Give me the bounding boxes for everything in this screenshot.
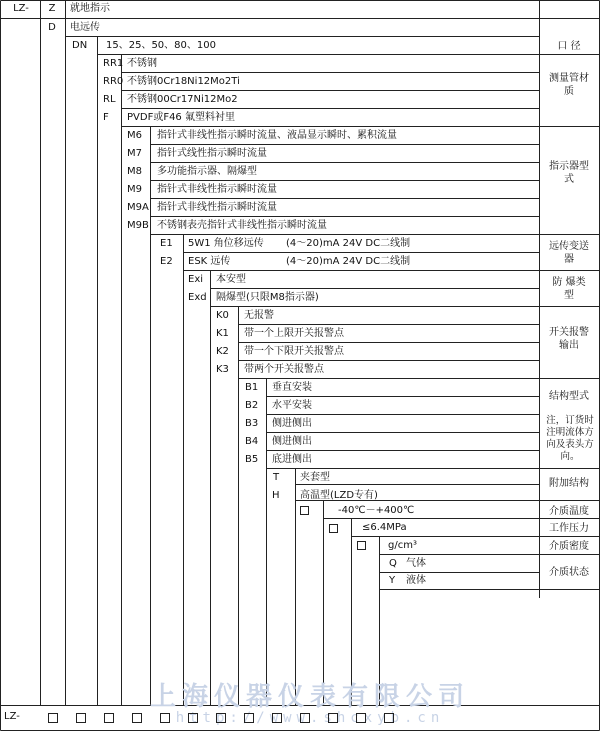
code-k0: K0 bbox=[216, 310, 229, 321]
desc-dn: 15、25、50、80、100 bbox=[106, 40, 216, 51]
category-switch: 开关报警输出 bbox=[549, 327, 589, 351]
code-m8: M8 bbox=[127, 166, 142, 177]
desc-rr1: 不锈钢 bbox=[127, 58, 157, 69]
code-m6: M6 bbox=[127, 130, 142, 141]
code-d: D bbox=[48, 22, 56, 33]
signal-e1: (4～20)mA 24V DC二线制 bbox=[286, 238, 411, 249]
category-temp: 介质温度 bbox=[549, 506, 589, 517]
desc-b2: 水平安装 bbox=[272, 400, 312, 411]
desc-m9a: 指针式非线性指示瞬时流量 bbox=[157, 202, 277, 213]
desc-y: 液体 bbox=[406, 575, 426, 586]
desc-m9: 指针式非线性指示瞬时流量 bbox=[157, 184, 277, 195]
model-prefix-header: LZ- bbox=[13, 3, 29, 14]
pressure-checkbox bbox=[329, 524, 338, 533]
category-density: 介质密度 bbox=[549, 541, 589, 552]
model-code-box bbox=[244, 713, 254, 723]
desc-dens: g/cm³ bbox=[388, 540, 417, 551]
desc-b4: 侧进侧出 bbox=[272, 436, 312, 447]
desc-exi: 本安型 bbox=[216, 274, 246, 285]
category-additional: 附加结构 bbox=[549, 478, 589, 489]
model-code-box bbox=[188, 713, 198, 723]
desc-b1: 垂直安装 bbox=[272, 382, 312, 393]
model-prefix-footer: LZ- bbox=[4, 711, 20, 722]
code-h: H bbox=[272, 490, 280, 501]
code-b3: B3 bbox=[245, 418, 259, 429]
code-b4: B4 bbox=[245, 436, 259, 447]
category-remote: 远传变送 器 bbox=[549, 241, 589, 265]
category-material: 测量管材 质 bbox=[549, 73, 589, 97]
desc-rr0: 不锈钢0Cr18Ni12Mo2Ti bbox=[127, 76, 240, 87]
desc-m8: 多功能指示器、隔爆型 bbox=[157, 166, 257, 177]
desc-h: 高温型(LZD专有) bbox=[300, 490, 378, 501]
code-b5: B5 bbox=[245, 454, 259, 465]
desc-e1: 5W1 角位移远传 bbox=[188, 238, 264, 249]
code-rl: RL bbox=[103, 94, 116, 105]
code-m9a: M9A bbox=[127, 202, 149, 213]
desc-k0: 无报警 bbox=[244, 310, 274, 321]
category-indicator: 指示器型 式 bbox=[549, 161, 589, 185]
model-code-box bbox=[132, 713, 142, 723]
model-code-box bbox=[76, 713, 86, 723]
code-k3: K3 bbox=[216, 364, 229, 375]
model-code-box bbox=[300, 713, 310, 723]
desc-exd: 隔爆型(只限M8指示器) bbox=[216, 292, 319, 303]
code-q: Q bbox=[389, 558, 397, 569]
signal-e2: (4～20)mA 24V DC二线制 bbox=[286, 256, 411, 267]
desc-f: PVDF或F46 氟塑料衬里 bbox=[127, 112, 235, 123]
watermark-url: http://www.shcxyb.cn bbox=[175, 710, 445, 726]
model-code-box bbox=[216, 713, 226, 723]
desc-k1: 带一个上限开关报警点 bbox=[244, 328, 344, 339]
desc-t: 夹套型 bbox=[300, 472, 330, 483]
code-y: Y bbox=[389, 575, 396, 586]
category-state: 介质状态 bbox=[549, 567, 589, 578]
model-code-box bbox=[272, 713, 282, 723]
code-exi: Exi bbox=[188, 274, 204, 285]
code-f: F bbox=[103, 112, 109, 123]
code-b1: B1 bbox=[245, 382, 259, 393]
desc-z: 就地指示 bbox=[70, 3, 110, 14]
code-k1: K1 bbox=[216, 328, 229, 339]
code-e1: E1 bbox=[160, 238, 173, 249]
code-m9: M9 bbox=[127, 184, 142, 195]
code-t: T bbox=[273, 472, 280, 483]
desc-m7: 指针式线性指示瞬时流量 bbox=[157, 148, 267, 159]
code-b2: B2 bbox=[245, 400, 259, 411]
model-code-box bbox=[160, 713, 170, 723]
category-structure: 结构型式 bbox=[549, 391, 589, 402]
desc-b3: 侧进侧出 bbox=[272, 418, 312, 429]
code-rr1: RR1 bbox=[103, 58, 124, 69]
code-k2: K2 bbox=[216, 346, 229, 357]
structure-note: 注，订货时注明流体方向及表头方向。 bbox=[546, 415, 594, 462]
model-code-box bbox=[384, 713, 394, 723]
code-e2: E2 bbox=[160, 256, 173, 267]
desc-e2: ESK 远传 bbox=[188, 256, 231, 267]
desc-m6: 指针式非线性指示瞬时流量、液晶显示瞬时、累积流量 bbox=[157, 130, 397, 141]
desc-k3: 带两个开关报警点 bbox=[244, 364, 324, 375]
watermark-company: 上海仪器仪表有限公司 bbox=[149, 682, 470, 712]
category-explosion: 防 爆类 型 bbox=[552, 277, 586, 301]
category-pressure: 工作压力 bbox=[549, 523, 589, 534]
desc-q: 气体 bbox=[406, 558, 426, 569]
desc-temp: -40℃－+400℃ bbox=[338, 505, 415, 516]
code-rr0: RR0 bbox=[103, 76, 124, 87]
desc-press: ≤6.4MPa bbox=[362, 522, 407, 533]
desc-b5: 底进侧出 bbox=[272, 454, 312, 465]
code-dn: DN bbox=[72, 40, 88, 51]
desc-rl: 不锈钢00Cr17Ni12Mo2 bbox=[127, 94, 238, 105]
desc-m9b: 不锈钢表壳指针式非线性指示瞬时流量 bbox=[157, 220, 327, 231]
desc-k2: 带一个下限开关报警点 bbox=[244, 346, 344, 357]
density-checkbox bbox=[357, 541, 366, 550]
model-code-box bbox=[356, 713, 366, 723]
code-m9b: M9B bbox=[127, 220, 149, 231]
model-code-box bbox=[328, 713, 338, 723]
code-m7: M7 bbox=[127, 148, 142, 159]
code-exd: Exd bbox=[188, 292, 207, 303]
temp-checkbox bbox=[300, 506, 309, 515]
model-code-box bbox=[104, 713, 114, 723]
desc-d: 电远传 bbox=[70, 22, 100, 33]
model-code-box bbox=[48, 713, 58, 723]
code-z: Z bbox=[48, 3, 56, 14]
category-diameter: 口 径 bbox=[557, 41, 581, 52]
